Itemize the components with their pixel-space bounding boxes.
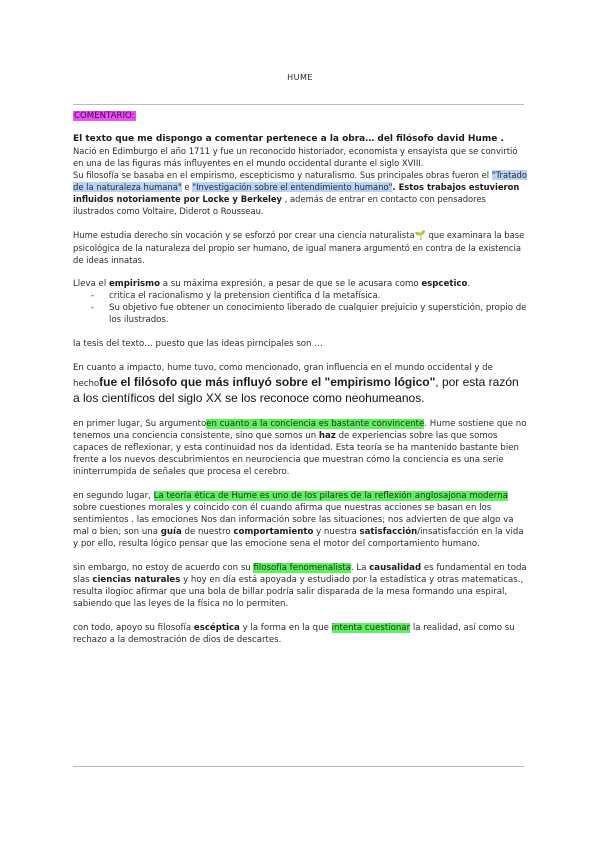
segundo-b: de nuestro (181, 527, 234, 537)
primer-lugar-paragraph (73, 418, 528, 478)
sin-embargo-a: . La (350, 563, 370, 573)
neohumeanos-text: , por esta razón a los científicos del siglo XX se los reconoce como neohumeanos. (73, 375, 519, 405)
top-divider (73, 104, 524, 105)
sin-embargo-c: y hoy en día está apoyada y estudiado por la estadística y otras matematicas., resulta ilogioc afirmar que una bola de billar podría salir disparada de la mesa formando una espiral, sabiendo que las leyes de la física no lo permiten. (73, 575, 524, 609)
work-and: e (181, 182, 193, 192)
intro-paragraph (73, 132, 528, 217)
con-todo-highlight: intenta cuestionar (331, 623, 411, 633)
hume-paragraph-post: que examinara la base psicológica de la naturaleza del propio ser humano, de igual manera argumentó en contra de la existencia de ideas innatas. (73, 230, 525, 265)
haz-bold: haz (318, 431, 336, 441)
empirismo-pre: Lleva el (73, 279, 109, 289)
sin-embargo-highlight: filosofía fenomenalista (253, 563, 351, 573)
intro-trail: , además de entrar en contacto con pensadores ilustrados como Voltaire, Diderot o Rousseau. (73, 194, 486, 216)
primer-b: de experiencias sobre las que somos capaces de reflexionar, y esta continuidad nos da identidad. Esta teoría se ha mantenido bastante bien frente a los nuevos descubrimientos en neurociencia que muestran cómo la conciencia es una serie ininterrumpida de señales que procesa el cerebro. (73, 431, 520, 477)
segundo-d: /insatisfacción en la vida y por ello, resulta lógico pensar que las emocione sena el motor del comportamiento humano. (73, 527, 524, 549)
list-item: - critica el racionalismo y la pretension cientifica d la metafísica. (73, 290, 528, 302)
sin-embargo-b: es fundamental en toda slas (73, 563, 527, 585)
empirismo-logico-bold: fue el filósofo que más influyó sobre el "empirismo lógico" (99, 375, 436, 389)
empirismo-mid: a su máxima expresión, a pesar de que se le acusara como (160, 279, 422, 289)
primer-pre: en primer lugar, Su argumento (73, 419, 207, 429)
document-body (73, 110, 528, 646)
bottom-divider (73, 766, 524, 767)
escepticismo-bold: espcetico (421, 279, 468, 289)
comentario-heading (73, 110, 528, 122)
con-todo-b: la realidad, así como su rechazo a la demostración de dios de descartes. (73, 623, 515, 645)
sin-embargo-paragraph (73, 562, 528, 610)
empirismo-paragraph (73, 278, 528, 290)
comentario-label: COMENTARIO: (74, 111, 135, 121)
hume-paragraph-pre: Hume estudia derecho sin vocación y se esforzó por crear una ciencia naturalista (73, 230, 415, 240)
esceptica-bold: escéptica (193, 623, 240, 633)
intro-bold-trail: . Estos trabajos estuvieron influidos notoriamente por Locke y Berkeley (73, 182, 520, 204)
segundo-a: sobre cuestiones morales y coincido con él cuando afirma que nuestras acciones se basan en los sentimientos . las emociones Nos dan información sobre las situaciones; nos advierten de que algo va mal o bien; son una (73, 503, 514, 537)
empirismo-list (73, 290, 528, 326)
document-title: HUME (287, 73, 313, 82)
comportamiento-bold: comportamiento (233, 527, 314, 537)
sin-embargo-pre: sin embargo, no estoy de acuerdo con su (73, 563, 254, 573)
causalidad-bold: causalidad (369, 563, 422, 573)
segundo-c: y nuestra (313, 527, 360, 537)
empirismo-end: . (467, 279, 471, 289)
segundo-pre: en segundo lugar, (73, 491, 154, 501)
primer-highlight: en cuanto a la conciencia es bastante convincente (206, 419, 425, 429)
intro-bold-line: El texto que me dispongo a comentar pertenece a la obra… del filósofo david Hume . (73, 134, 504, 144)
hume-paragraph (73, 229, 528, 266)
satisfaccion-bold: satisfacción (359, 527, 418, 537)
primer-a: . Hume sostiene que no tenemos una conciencia consistente, sino que somos un (73, 419, 527, 441)
list-item: - Su objetivo fue obtener un conocimiento liberado de cualquier prejuicio y superstición, propio de los ilustrados. (73, 302, 528, 326)
con-todo-pre: con todo, apoyo su filosofía (73, 623, 194, 633)
leaf-icon: 🌱 (414, 231, 426, 241)
segundo-lugar-paragraph (73, 490, 528, 550)
guia-bold: guía (160, 527, 182, 537)
impacto-big-text (73, 375, 519, 405)
impacto-paragraph (73, 362, 528, 406)
intro-line-2: Nació en Edimburgo el año 1711 y fue un reconocido historiador, economista y ensayista que se convirtió en una de las figuras más influyentes en el mundo occidental durante el siglo XVIII. (73, 146, 518, 168)
impacto-line-1: En cuanto a impacto, hume tuvo, como mencionado, gran influencia en el mundo occidental y de (73, 363, 493, 373)
con-todo-paragraph (73, 622, 528, 646)
segundo-highlight: La teoría ética de Hume es uno de los pilares de la reflexión anglosajona moderna (153, 491, 508, 501)
work-tratado: "Tratado de la naturaleza humana" (73, 170, 527, 192)
ciencias-naturales-bold: ciencias naturales (92, 575, 181, 585)
intro-line-3: Su filosofía se basaba en el empirismo, escepticismo y naturalismo. Sus principales obras fueron el (73, 170, 490, 180)
work-investigacion: "Investigación sobre el entendimiento humano" (192, 182, 393, 192)
con-todo-a: y la forma en la que (239, 623, 332, 633)
impacto-hecho: hecho (73, 379, 100, 389)
empirismo-bold: empirismo (108, 279, 160, 289)
tesis-line: la tesis del texto… puesto que las ideas pirncipales son … (73, 339, 323, 349)
